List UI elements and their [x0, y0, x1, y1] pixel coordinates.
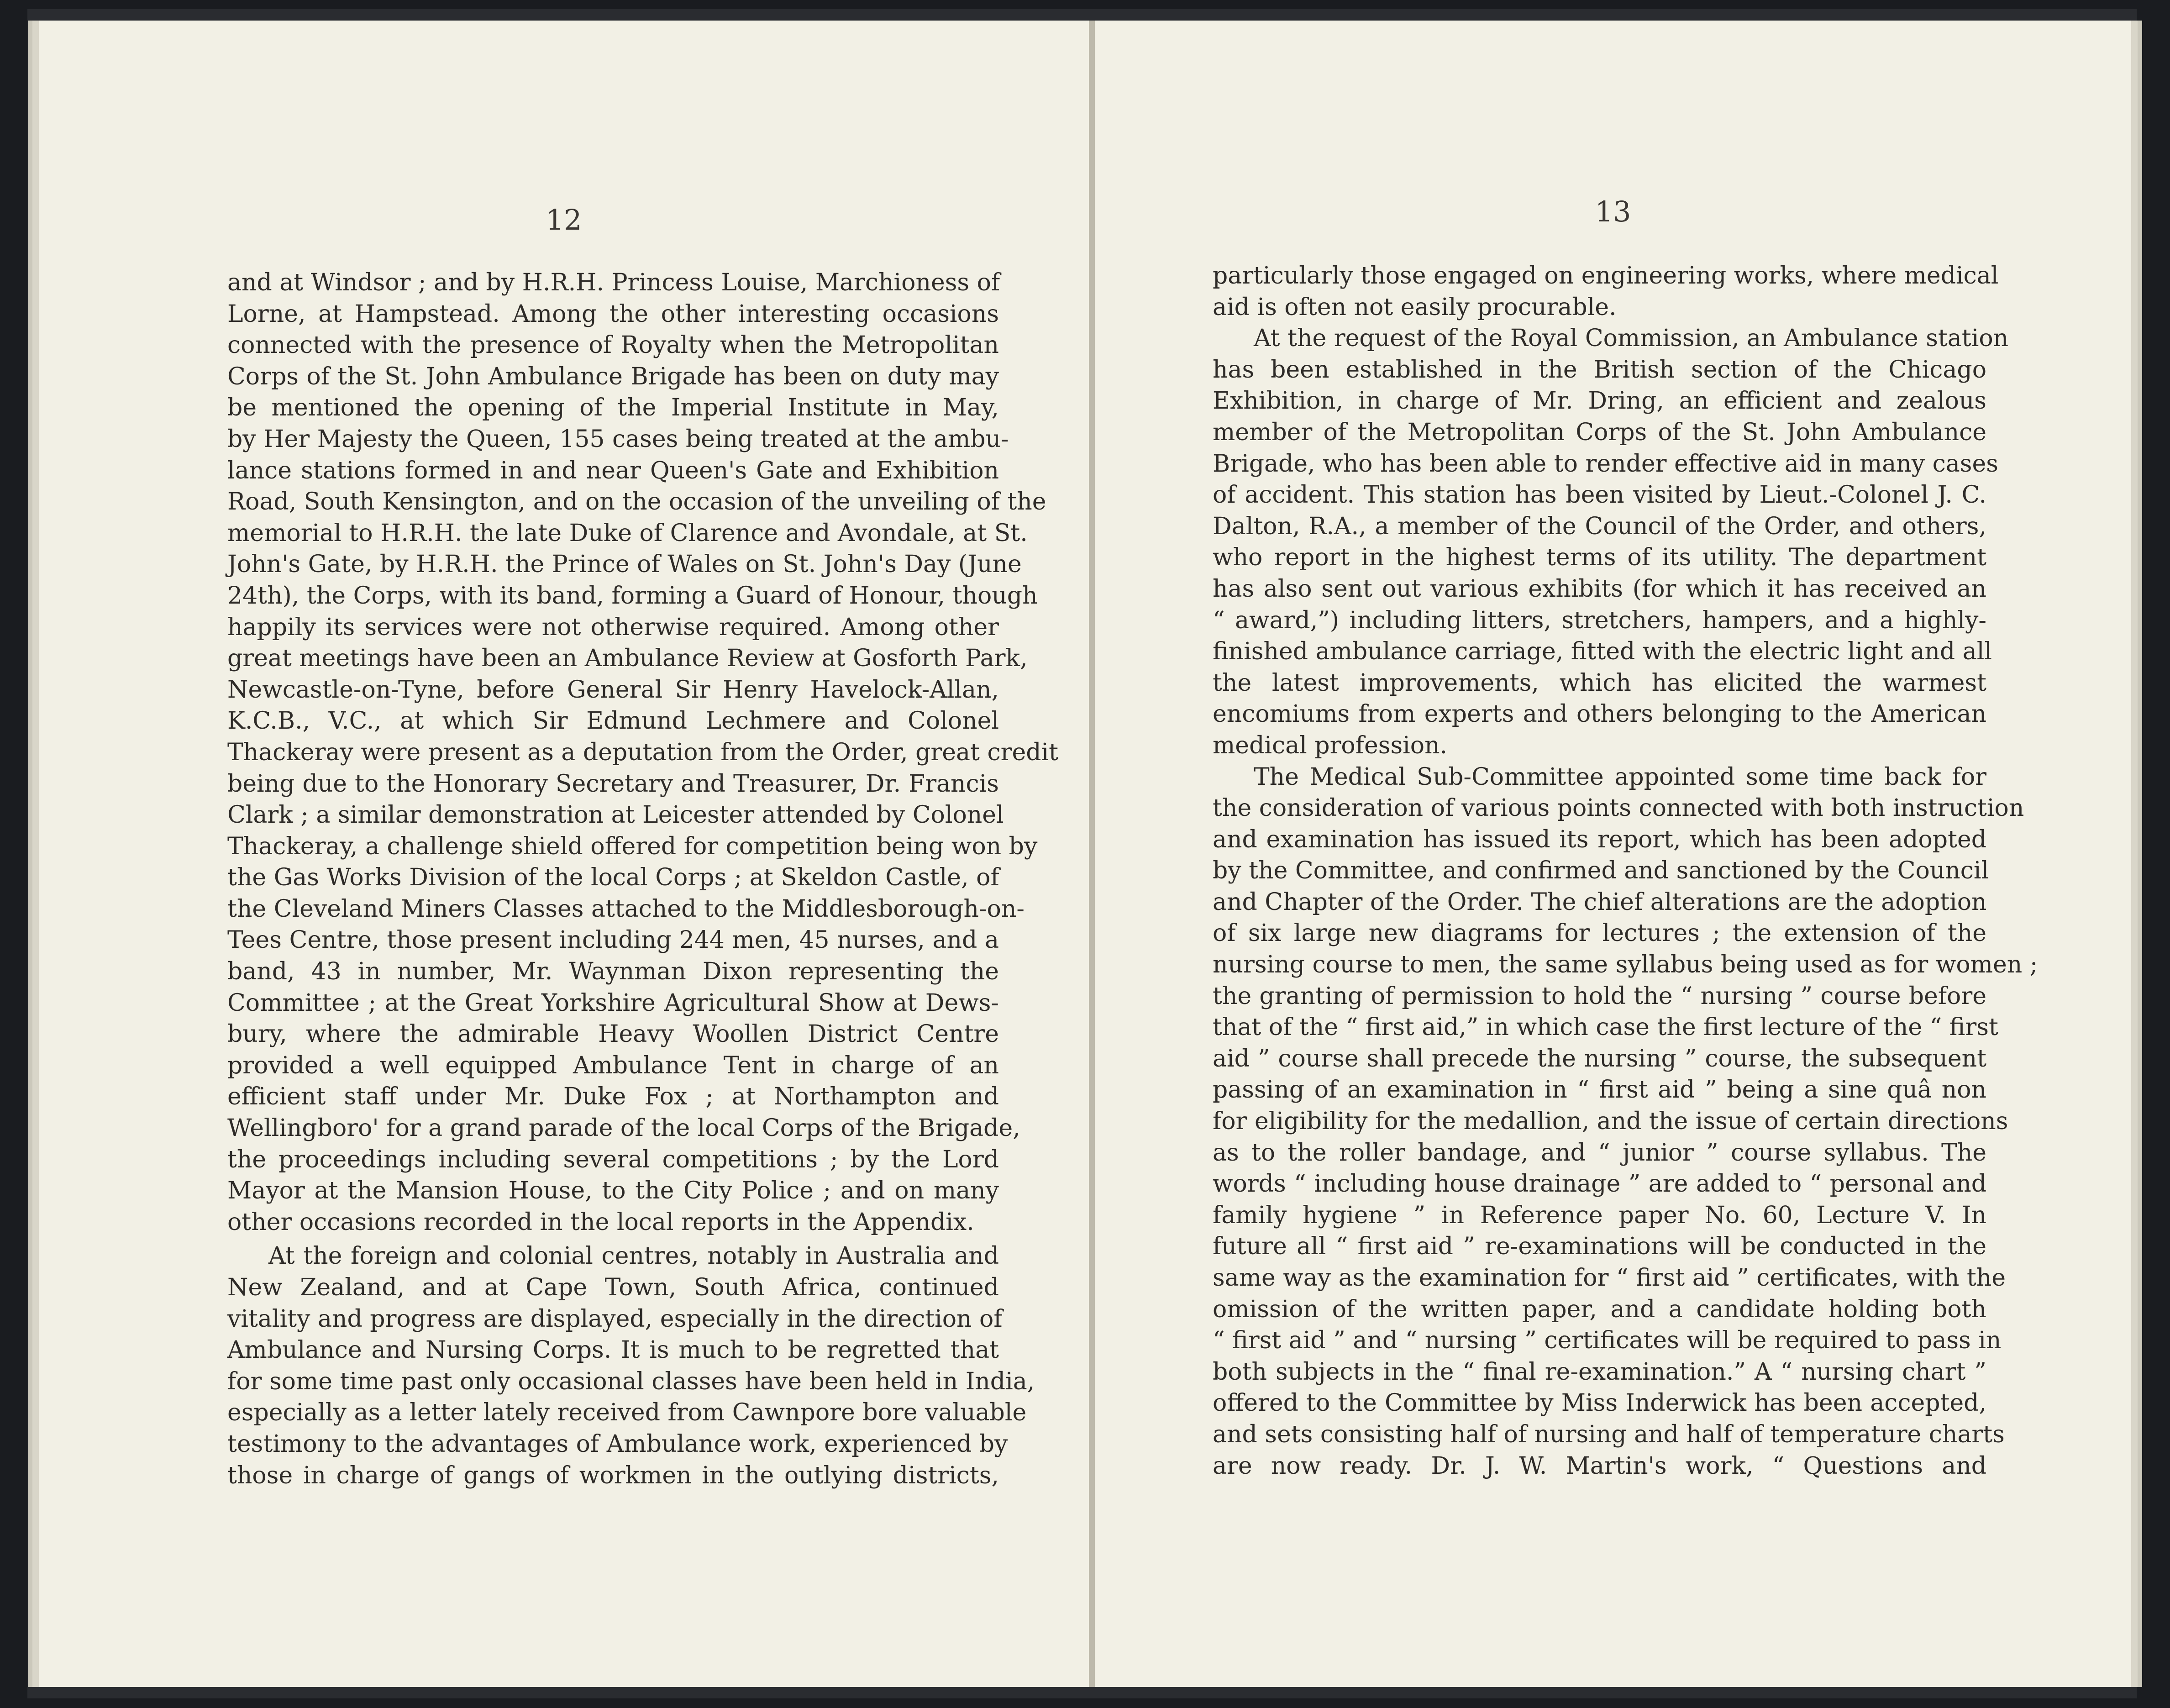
text-line: band, 43 in number, Mr. Waynman Dixon representing the: [227, 958, 999, 986]
text-line: words “ including house drainage ” are added to “ personal and: [1213, 1170, 1986, 1198]
text-line: and at Windsor ; and by H.R.H. Princess Louise, Marchioness of: [227, 269, 1000, 296]
text-line: by Her Majesty the Queen, 155 cases being treated at the ambu-: [227, 425, 1009, 453]
text-line: connected with the presence of Royalty when the Metropolitan: [227, 331, 999, 359]
text-line: the granting of permission to hold the “ nursing ” course before: [1213, 982, 1986, 1010]
text-line: of six large new diagrams for lectures ; the extension of the: [1213, 920, 1986, 947]
book-gutter: [1089, 21, 1095, 1687]
text-line: New Zealand, and at Cape Town, South Africa, continued: [227, 1274, 999, 1301]
text-line: nursing course to men, the same syllabus being used as for women ;: [1213, 951, 2038, 979]
text-line: efficient staff under Mr. Duke Fox ; at Northampton and: [227, 1083, 999, 1111]
text-line: K.C.B., V.C., at which Sir Edmund Lechmere and Colonel: [227, 707, 999, 735]
text-line: Mayor at the Mansion House, to the City Police ; and on many: [227, 1177, 999, 1205]
text-line: Exhibition, in charge of Mr. Dring, an efficient and zealous: [1213, 387, 1986, 415]
text-line: Tees Centre, those present including 244 men, 45 nurses, and a: [227, 926, 999, 954]
body-text: [1213, 260, 2038, 1482]
text-line: 24th), the Corps, with its band, forming a Guard of Honour, though: [227, 582, 1038, 610]
text-line: At the foreign and colonial centres, notably in Australia and: [268, 1242, 999, 1270]
text-line: especially as a letter lately received from Cawnpore bore valuable: [227, 1399, 1027, 1427]
text-line: Committee ; at the Great Yorkshire Agricultural Show at Dews-: [227, 989, 999, 1017]
text-line: Dalton, R.A., a member of the Council of the Order, and others,: [1213, 512, 1986, 540]
right-page: [1095, 21, 2131, 1687]
text-line: has also sent out various exhibits (for which it has received an: [1213, 575, 1986, 603]
text-line: great meetings have been an Ambulance Review at Gosforth Park,: [227, 645, 1028, 673]
text-line: Clark ; a similar demonstration at Leicester attended by Colonel: [227, 801, 1004, 829]
text-line: Newcastle-on-Tyne, before General Sir Henry Havelock-Allan,: [227, 676, 999, 704]
text-line: memorial to H.R.H. the late Duke of Clarence and Avondale, at St.: [227, 519, 1028, 547]
text-line: Ambulance and Nursing Corps. It is much to be regretted that: [227, 1336, 999, 1364]
text-line: encomiums from experts and others belonging to the American: [1213, 700, 1986, 728]
text-line: the Cleveland Miners Classes attached to the Middlesborough-on-: [227, 895, 1025, 923]
text-line: has been established in the British section of the Chicago: [1213, 356, 1986, 384]
text-line: the Gas Works Division of the local Corps ; at Skeldon Castle, of: [227, 864, 999, 892]
page-number: 12: [546, 203, 582, 236]
text-line: Corps of the St. John Ambulance Brigade has been on duty may: [227, 363, 999, 390]
text-line: family hygiene ” in Reference paper No. 60, Lecture V. In: [1213, 1201, 1986, 1229]
text-line: Brigade, who has been able to render effective aid in many cases: [1213, 450, 1998, 478]
text-line: same way as the examination for “ first aid ” certificates, with the: [1213, 1264, 2006, 1292]
text-line: Wellingboro' for a grand parade of the local Corps of the Brigade,: [227, 1114, 1020, 1142]
text-line: At the request of the Royal Commission, an Ambulance station: [1254, 325, 2009, 352]
text-line: as to the roller bandage, and “ junior ” course syllabus. The: [1213, 1139, 1986, 1167]
text-line: and sets consisting half of nursing and half of temperature charts: [1213, 1420, 2005, 1448]
text-line: offered to the Committee by Miss Inderwick has been accepted,: [1213, 1389, 1986, 1417]
text-line: testimony to the advantages of Ambulance work, experienced by: [227, 1430, 1008, 1458]
left-page: [39, 21, 1089, 1687]
text-line: “ first aid ” and “ nursing ” certificates will be required to pass in: [1213, 1327, 2002, 1355]
text-line: be mentioned the opening of the Imperial Institute in May,: [227, 394, 999, 422]
text-line: Thackeray, a challenge shield offered for competition being won by: [227, 832, 1038, 860]
text-line: other occasions recorded in the local reports in the Appendix.: [227, 1208, 974, 1236]
text-line: bury, where the admirable Heavy Woollen District Centre: [227, 1020, 999, 1048]
text-line: Thackeray were present as a deputation from the Order, great credit: [227, 738, 1059, 766]
text-line: Road, South Kensington, and on the occasion of the unveiling of the: [227, 488, 1046, 516]
text-line: “ award,”) including litters, stretchers, hampers, and a highly-: [1213, 606, 1986, 634]
text-line: being due to the Honorary Secretary and Treasurer, Dr. Francis: [227, 770, 999, 798]
text-line: for some time past only occasional classes have been held in India,: [227, 1367, 1035, 1395]
text-line: Lorne, at Hampstead. Among the other interesting occasions: [227, 300, 999, 328]
text-line: those in charge of gangs of workmen in the outlying districts,: [227, 1461, 999, 1489]
text-line: vitality and progress are displayed, especially in the direction of: [227, 1305, 1003, 1333]
text-line: aid is often not easily procurable.: [1213, 293, 1617, 321]
text-line: both subjects in the “ final re-examination.” A “ nursing chart ”: [1213, 1358, 1986, 1386]
body-text: [227, 267, 1059, 1491]
text-line: for eligibility for the medallion, and the issue of certain directions: [1213, 1108, 2008, 1135]
text-line: medical profession.: [1213, 731, 1448, 759]
text-line: particularly those engaged on engineering works, where medical: [1213, 262, 1999, 289]
text-line: finished ambulance carriage, fitted with the electric light and all: [1213, 638, 1992, 666]
text-line: the consideration of various points connected with both instruction: [1213, 794, 2024, 822]
text-line: that of the “ first aid,” in which case the first lecture of the “ first: [1213, 1014, 1998, 1041]
text-line: the latest improvements, which has elicited the warmest: [1213, 669, 1986, 697]
text-line: of accident. This station has been visited by Lieut.-Colonel J. C.: [1213, 481, 1986, 509]
text-line: who report in the highest terms of its utility. The department: [1213, 544, 1986, 572]
page-number: 13: [1595, 195, 1631, 228]
text-line: by the Committee, and confirmed and sanctioned by the Council: [1213, 857, 1989, 885]
text-line: member of the Metropolitan Corps of the St. John Ambulance: [1213, 418, 1986, 446]
text-line: future all “ first aid ” re-examinations will be conducted in the: [1213, 1233, 1986, 1261]
text-line: omission of the written paper, and a candidate holding both: [1213, 1295, 1986, 1323]
text-line: are now ready. Dr. J. W. Martin's work, “ Questions and: [1213, 1452, 1986, 1480]
text-line: provided a well equipped Ambulance Tent in charge of an: [227, 1051, 999, 1079]
text-line: lance stations formed in and near Queen's Gate and Exhibition: [227, 457, 999, 484]
text-line: aid ” course shall precede the nursing ” course, the subsequent: [1213, 1045, 1986, 1072]
text-line: John's Gate, by H.R.H. the Prince of Wales on St. John's Day (June: [227, 551, 1022, 578]
text-line: and examination has issued its report, which has been adopted: [1213, 825, 1986, 853]
text-line: happily its services were not otherwise required. Among other: [227, 613, 999, 641]
text-line: the proceedings including several competitions ; by the Lord: [227, 1146, 999, 1173]
text-line: The Medical Sub-Committee appointed some time back for: [1254, 763, 1986, 791]
text-line: passing of an examination in “ first aid ” being a sine quâ non: [1213, 1076, 1986, 1104]
text-line: and Chapter of the Order. The chief alterations are the adoption: [1213, 888, 1987, 916]
